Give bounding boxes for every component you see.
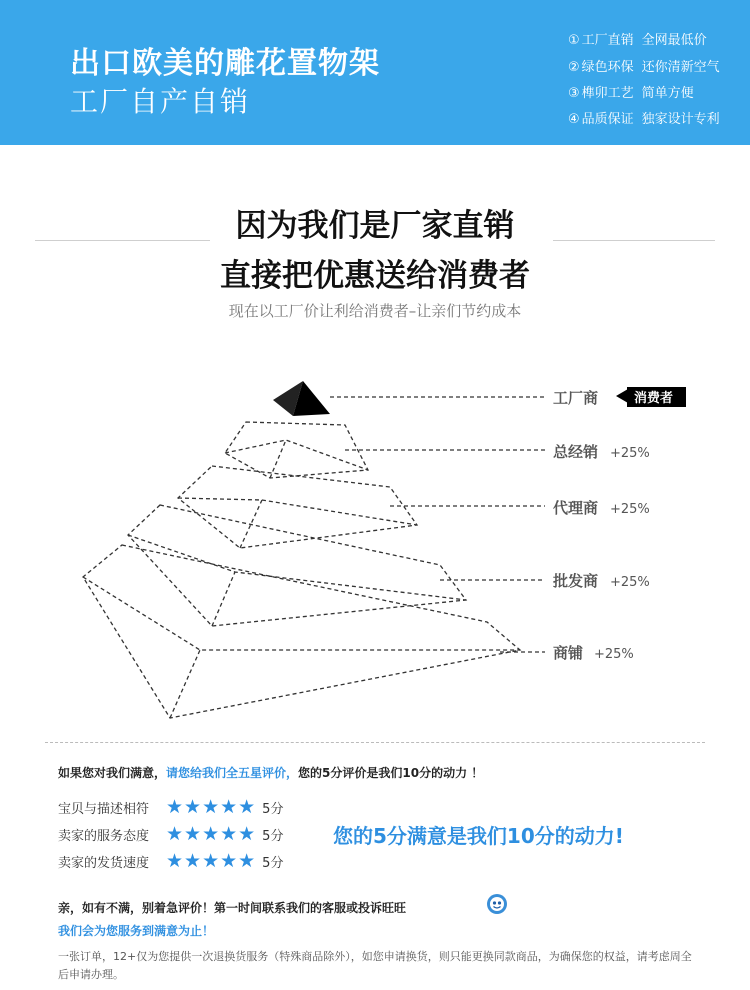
wangwang-icon[interactable] bbox=[486, 893, 508, 915]
tier-pct-distributor: +25% bbox=[610, 446, 650, 461]
feature-left: 榫卯工艺 bbox=[581, 86, 634, 101]
rating-intro-before: 如果您对我们满意， bbox=[58, 766, 167, 780]
rating-label: 宝贝与描述相符 bbox=[58, 801, 150, 817]
rating-row bbox=[58, 850, 283, 872]
tier-label-distributor: 总经销 bbox=[553, 443, 599, 461]
feature-right: 独家设计专利 bbox=[641, 112, 720, 127]
star-rating-icon: ★★★★★ bbox=[166, 823, 257, 845]
headline-line2: 直接把优惠送给消费者 bbox=[220, 258, 530, 294]
feature-left: 品质保证 bbox=[581, 112, 634, 127]
section-divider bbox=[45, 742, 705, 743]
tier-label-shop: 商铺 bbox=[553, 644, 584, 662]
price-pyramid-diagram bbox=[0, 360, 750, 740]
star-rating-icon: ★★★★★ bbox=[166, 850, 257, 872]
feature-item bbox=[568, 29, 707, 48]
feature-right: 全网最低价 bbox=[641, 33, 707, 48]
rating-label: 卖家的发货速度 bbox=[58, 855, 150, 871]
rating-label: 卖家的服务态度 bbox=[58, 828, 150, 844]
feature-right: 还你清新空气 bbox=[641, 60, 720, 75]
return-policy-text: 一张订单，12+仅为您提供一次退换货服务（特殊商品除外），如您申请换货，则只能更换同款商品，为确保您的权益，请考虑周全后申请办理。 bbox=[58, 950, 692, 981]
feature-item bbox=[568, 82, 694, 101]
rating-row bbox=[58, 823, 283, 845]
feature-number: ③ bbox=[568, 86, 580, 101]
banner-subtitle: 工厂自产自销 bbox=[70, 85, 251, 118]
headline-line1: 因为我们是厂家直销 bbox=[235, 208, 515, 244]
feature-item bbox=[568, 56, 720, 75]
pyramid-tier-bottom bbox=[83, 545, 520, 718]
rating-intro-after: 您的5分评价是我们10分的动力 ！ bbox=[298, 766, 484, 780]
rating-row bbox=[58, 796, 283, 818]
complaint-notice: 亲，如有不满，别着急评价！第一时间联系我们的客服或投诉旺旺 bbox=[58, 901, 407, 915]
feature-number: ② bbox=[568, 60, 580, 75]
tier-pct-shop: +25% bbox=[594, 647, 634, 662]
pyramid-tier-wholesale bbox=[128, 505, 466, 626]
feature-item bbox=[568, 108, 720, 127]
headline-subtitle: 现在以工厂价让利给消费者–让亲们节约成本 bbox=[228, 302, 522, 320]
consumer-tag-label: 消费者 bbox=[634, 391, 674, 406]
tier-pct-wholesale: +25% bbox=[610, 575, 650, 590]
feature-left: 绿色环保 bbox=[581, 60, 634, 75]
feature-right: 简单方便 bbox=[641, 86, 694, 101]
pyramid-tier-agent bbox=[178, 466, 417, 548]
star-rating-icon: ★★★★★ bbox=[166, 796, 257, 818]
rating-intro bbox=[58, 764, 483, 781]
service-promise: 我们会为您服务到满意为止！ bbox=[58, 924, 215, 938]
rating-intro-highlight: 请您给我们全五星评价， bbox=[166, 766, 299, 780]
rating-score: 5分 bbox=[262, 801, 284, 817]
rating-slogan: 您的5分满意是我们10分的动力! bbox=[333, 824, 624, 848]
feature-left: 工厂直销 bbox=[581, 33, 634, 48]
tier-label-factory: 工厂商 bbox=[553, 389, 599, 407]
rating-score: 5分 bbox=[262, 855, 284, 871]
banner-title: 出口欧美的雕花置物架 bbox=[70, 46, 380, 81]
feature-number: ① bbox=[568, 33, 580, 48]
tier-pct-agent: +25% bbox=[610, 502, 650, 517]
feature-number: ④ bbox=[568, 112, 580, 127]
consumer-tag-pointer bbox=[616, 389, 628, 403]
rating-score: 5分 bbox=[262, 828, 284, 844]
tier-label-agent: 代理商 bbox=[553, 499, 599, 517]
tier-label-wholesale: 批发商 bbox=[553, 572, 599, 590]
